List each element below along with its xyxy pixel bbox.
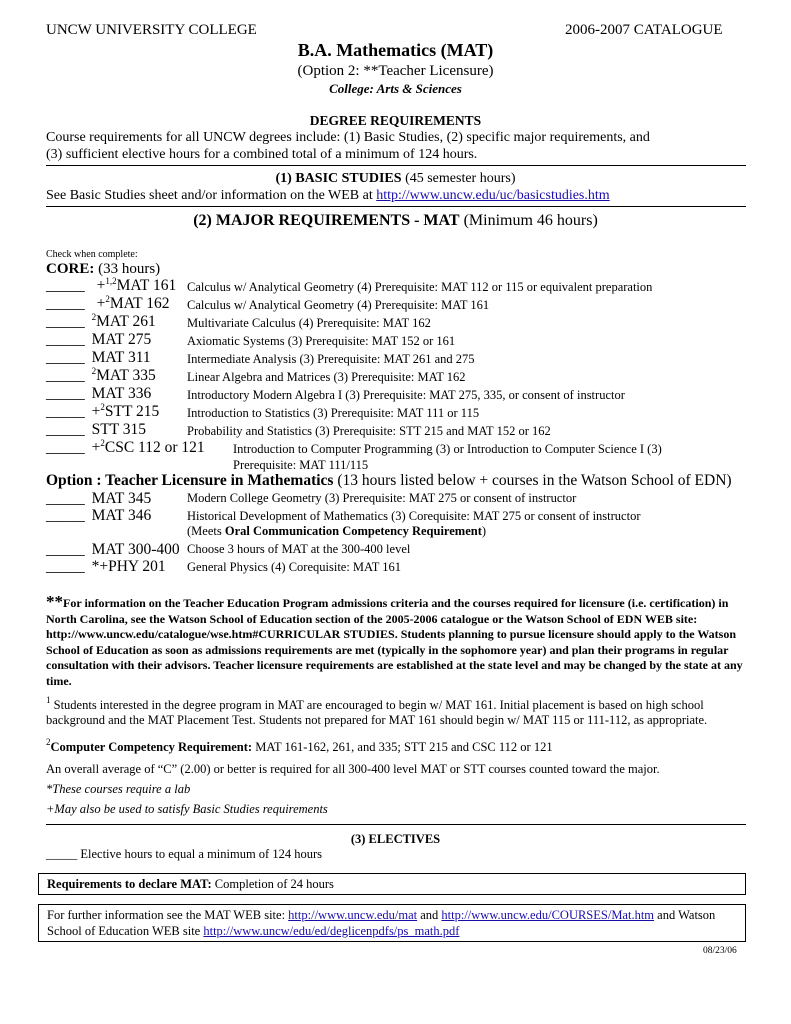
electives-line: _____ Elective hours to equal a minimum of 124 hours (46, 847, 322, 861)
catalogue-year: 2006-2007 CATALOGUE (565, 22, 723, 38)
course-prerequisite: Prerequisite: MAT 111/115 (233, 458, 369, 472)
course-code: MAT 311 (91, 349, 151, 366)
footnote-marker: 1,2 (105, 276, 117, 286)
check-blank[interactable]: _____ (46, 421, 85, 438)
course-code: *+PHY 201 (91, 558, 166, 575)
course-description: Linear Algebra and Matrices (3) Prerequisite: MAT 162 (187, 370, 466, 384)
course-description: Historical Development of Mathematics (3) Corequisite: MAT 275 or consent of instructor (187, 509, 641, 523)
declare-label: Requirements to declare MAT: (47, 877, 212, 891)
core-label: CORE: (46, 261, 95, 277)
declare-text (47, 877, 334, 892)
average-requirement: An overall average of “C” (2.00) or better is required for all 300-400 level MAT or STT courses counted toward the major. (46, 762, 660, 776)
course-row (46, 421, 146, 439)
core-heading (46, 261, 160, 278)
basic-studies-heading (0, 171, 791, 187)
degree-requirements-heading: DEGREE REQUIREMENTS (309, 113, 482, 128)
check-blank[interactable]: _____ (46, 403, 85, 420)
course-description: Modern College Geometry (3) Prerequisite: MAT 275 or consent of instructor (187, 491, 577, 505)
further-text: For further information see the MAT WEB site: (47, 908, 289, 922)
course-description: Intermediate Analysis (3) Prerequisite: MAT 261 and 275 (187, 352, 475, 366)
lab-note: *These courses require a lab (46, 782, 191, 796)
course-row (46, 277, 176, 295)
footnote-text: MAT 161-162, 261, and 335; STT 215 and CSC 112 or 121 (252, 740, 553, 754)
course-code: MAT 336 (91, 385, 152, 402)
basic-studies-sentence: See Basic Studies sheet and/or information on the WEB at (46, 188, 377, 203)
footnote-marker: 2 (91, 312, 97, 322)
option-label: Option : Teacher Licensure in Mathematics (46, 472, 334, 489)
further-text: and (417, 908, 442, 922)
course-description: Introductory Modern Algebra I (3) Prerequisite: MAT 275, 335, or consent of instructor (187, 388, 625, 402)
check-note: Check when complete: (46, 249, 138, 260)
option-note: (13 hours listed below + courses in the Watson School of EDN) (333, 472, 732, 489)
course-row (46, 439, 205, 457)
option-heading (46, 472, 732, 490)
footnote-text: Students interested in the degree program in MAT are encouraged to begin w/ MAT 161. Initial placement is based on high school (50, 698, 704, 712)
note-suffix: ) (481, 524, 487, 538)
check-blank[interactable]: _____ (46, 507, 85, 524)
course-description: Axiomatic Systems (3) Prerequisite: MAT 152 or 161 (187, 334, 456, 348)
check-blank[interactable]: _____ (46, 541, 85, 558)
course-code: MAT 345 (91, 490, 152, 507)
course-prefix: + (96, 277, 106, 294)
course-code: MAT 346 (91, 507, 152, 524)
course-description: General Physics (4) Corequisite: MAT 161 (187, 560, 401, 574)
course-prefix: + (91, 403, 101, 420)
course-description: Calculus w/ Analytical Geometry (4) Prerequisite: MAT 112 or 115 or equivalent preparation (187, 280, 653, 294)
course-code: MAT 261 (96, 313, 156, 330)
watson-school-link[interactable]: http://www.uncw/edu/ed/deglicenpdfs/ps_math.pdf (203, 924, 460, 938)
declare-box (38, 873, 746, 895)
further-text: School of Education WEB site (47, 924, 204, 938)
check-blank[interactable]: _____ (46, 490, 85, 507)
course-code: MAT 300-400 (91, 541, 180, 558)
course-row (46, 541, 180, 559)
note-stars: ** (46, 592, 63, 611)
footnote-1-cont: background and the MAT Placement Test. Students not prepared for MAT 161 should begin w/ MAT 115 or 111-112, as appropriate. (46, 713, 708, 727)
basic-studies-label: (1) BASIC STUDIES (275, 171, 402, 186)
footnote-marker: 2 (46, 737, 51, 747)
course-code: CSC 112 or 121 (104, 439, 205, 456)
course-row (46, 385, 151, 403)
mat-courses-link[interactable]: http://www.uncw.edu/COURSES/Mat.htm (441, 908, 655, 922)
major-requirements-label: (2) MAJOR REQUIREMENTS - MAT (193, 212, 460, 229)
divider (46, 824, 746, 825)
course-description: Multivariate Calculus (4) Prerequisite: MAT 162 (187, 316, 431, 330)
course-description: Choose 3 hours of MAT at the 300-400 level (187, 542, 411, 556)
course-description: Calculus w/ Analytical Geometry (4) Prerequisite: MAT 161 (187, 298, 490, 312)
check-blank[interactable]: _____ (46, 385, 85, 402)
footnote-marker: 2 (100, 402, 105, 412)
course-description: Introduction to Computer Programming (3) or Introduction to Computer Science I (3) (233, 442, 662, 456)
check-blank[interactable]: _____ (46, 367, 85, 384)
institution-name: UNCW UNIVERSITY COLLEGE (46, 22, 257, 38)
oral-competency-note (187, 524, 486, 539)
major-requirements-hours: (Minimum 46 hours) (459, 212, 598, 229)
course-row (46, 507, 151, 525)
further-info-box (38, 904, 746, 942)
check-blank[interactable]: _____ (46, 558, 85, 575)
check-blank[interactable]: _____ (46, 439, 85, 456)
footnote-label: Computer Competency Requirement: (50, 740, 253, 754)
course-row (46, 558, 166, 576)
course-prefix: + (96, 295, 106, 312)
check-blank[interactable]: _____ (46, 295, 85, 312)
further-info-line-2 (47, 924, 459, 939)
course-row (46, 313, 156, 331)
course-code: STT 315 (91, 421, 147, 438)
course-row (46, 295, 169, 313)
footnote-marker: 2 (91, 366, 97, 376)
course-prefix: + (91, 439, 101, 456)
mat-web-link[interactable]: http://www.uncw.edu/mat (288, 908, 418, 922)
teacher-education-note (46, 594, 746, 689)
footnote-marker: 2 (100, 438, 105, 448)
course-code: MAT 161 (116, 277, 177, 294)
electives-heading: (3) ELECTIVES (350, 832, 441, 846)
degree-line-2: (3) sufficient elective hours for a combined total of a minimum of 124 hours. (46, 147, 478, 162)
note-bold: Oral Communication Competency Requirement (224, 524, 482, 538)
footnote-1 (46, 695, 704, 713)
check-blank[interactable]: _____ (46, 331, 85, 348)
core-hours: (33 hours) (94, 261, 161, 277)
course-description: Probability and Statistics (3) Prerequisite: STT 215 and MAT 152 or 162 (187, 424, 551, 438)
course-code: MAT 335 (96, 367, 156, 384)
check-blank[interactable]: _____ (46, 349, 85, 366)
check-blank[interactable]: _____ (46, 313, 85, 330)
course-row (46, 490, 151, 508)
page-subtitle: (Option 2: **Teacher Licensure) (297, 63, 494, 79)
course-row (46, 403, 159, 421)
divider (46, 206, 746, 207)
note-text: For information on the Teacher Education Program admissions criteria and the courses required for licensure (i.e. certification) in North Carolina, see the Watson School of Education section of the 2005-2006 catalogue or the Watson School of EDN WEB site: http://www.uncw.edu/catalogue/wse.htm#CURRICULAR STUDIES. Students planning to pursue licensure should apply to the Watson School of Education as soon as admissions requirements are met (typically in the sophomore year) and plan their programs in regular consultation with their advisors. Teacher licensure requirements are established at the state level and may be changed by the state at any time. (46, 596, 743, 688)
course-code: STT 215 (104, 403, 160, 420)
note-prefix: (Meets (187, 524, 225, 538)
basic-studies-note: +May also be used to satisfy Basic Studies requirements (46, 802, 328, 816)
footnote-marker: 1 (46, 695, 51, 705)
further-info-line-1 (47, 908, 715, 923)
basic-studies-link[interactable]: http://www.uncw.edu/uc/basicstudies.htm (376, 188, 610, 203)
further-text: and Watson (654, 908, 716, 922)
course-description: Introduction to Statistics (3) Prerequisite: MAT 111 or 115 (187, 406, 480, 420)
degree-line-1: Course requirements for all UNCW degrees include: (1) Basic Studies, (2) specific major requirements, and (46, 130, 650, 145)
course-row (46, 367, 156, 385)
page-title: B.A. Mathematics (MAT) (297, 40, 494, 60)
course-row (46, 331, 151, 349)
basic-studies-text (46, 188, 610, 204)
check-blank[interactable]: _____ (46, 277, 85, 294)
revision-date: 08/23/06 (703, 946, 737, 956)
basic-studies-hours: (45 semester hours) (401, 171, 516, 186)
divider (46, 165, 746, 166)
course-code: MAT 162 (109, 295, 170, 312)
footnote-2 (46, 737, 553, 755)
college-name: College: Arts & Sciences (329, 81, 462, 96)
course-row (46, 349, 151, 367)
course-code: MAT 275 (91, 331, 152, 348)
declare-value: Completion of 24 hours (211, 877, 334, 891)
major-requirements-heading (0, 212, 791, 230)
footnote-marker: 2 (105, 294, 110, 304)
